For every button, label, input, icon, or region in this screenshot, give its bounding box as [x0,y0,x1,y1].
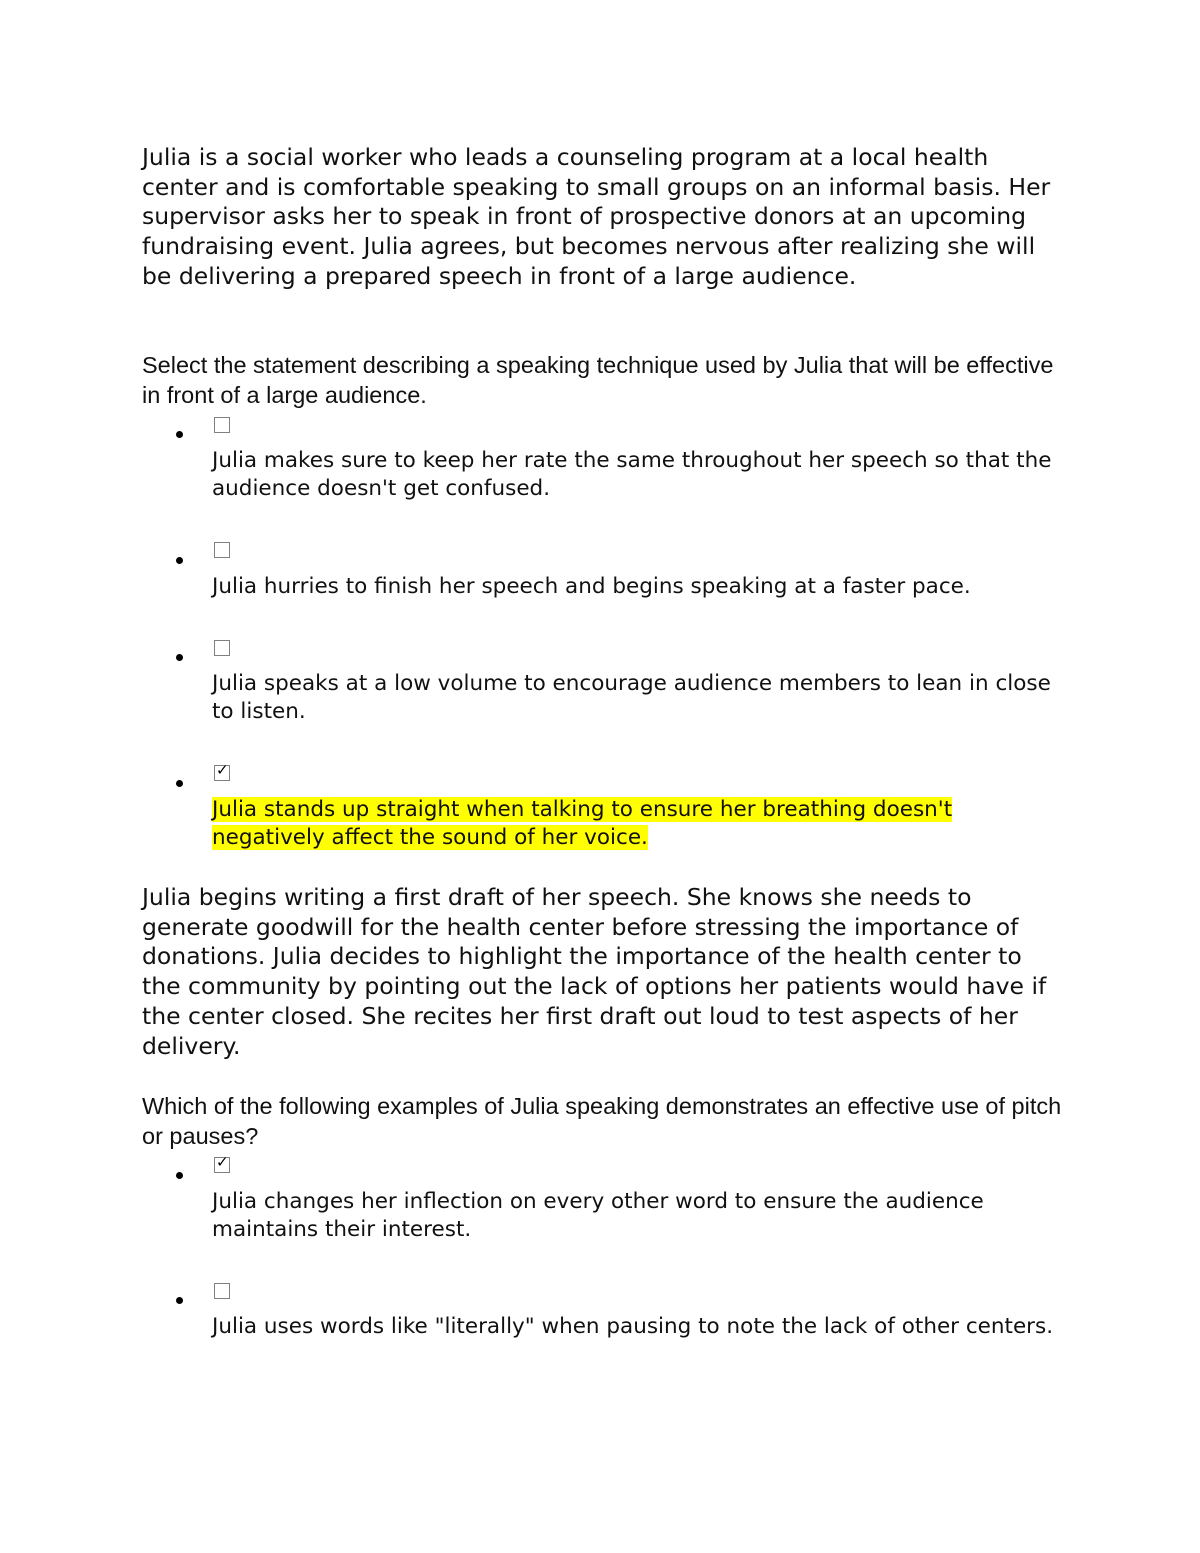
question-1-option-2[interactable] [0,541,1200,641]
checkbox-unchecked-icon[interactable] [214,640,230,656]
option-label: Julia hurries to finish her speech and begins speaking at a faster pace. [212,574,971,599]
bullet-icon [176,654,183,661]
option-label [212,796,1062,852]
checkmark-icon: ✓ [216,761,229,779]
question-1-option-1[interactable] [0,416,1200,516]
bullet-icon [176,431,183,438]
checkbox-unchecked-icon[interactable] [214,542,230,558]
bullet-icon [176,780,183,787]
checkbox-unchecked-icon[interactable] [214,1283,230,1299]
question-1-option-3[interactable] [0,639,1200,739]
question-1-option-4[interactable] [0,761,1200,864]
checkbox-unchecked-icon[interactable] [214,417,230,433]
option-label: Julia speaks at a low volume to encourage audience members to lean in close to listen. [212,671,1051,724]
scenario-paragraph-1: Julia is a social worker who leads a counseling program at a local health center and is comfortable speaking to small groups on an informal basis. Her supervisor asks her to speak in front of prospective donors at an upcoming fundraising event. Julia agrees, but becomes nervous after realizing she will be delivering a prepared speech in front of a large audience. [142,143,1051,290]
question-1-prompt: Select the statement describing a speaking technique used by Julia that will be effective in front of a large audience. [142,352,1054,408]
question-2-option-1[interactable] [0,1153,1200,1256]
option-label: Julia makes sure to keep her rate the same throughout her speech so that the audience doesn't get confused. [212,448,1052,501]
checkmark-icon: ✓ [216,1153,229,1171]
option-label: Julia changes her inflection on every other word to ensure the audience maintains their interest. [212,1189,984,1242]
highlighted-answer-text: Julia stands up straight when talking to ensure her breathing doesn't negatively affect the sound of her voice. [212,797,953,850]
checkbox-checked-icon[interactable] [214,1153,230,1173]
scenario-paragraph-2: Julia begins writing a first draft of her speech. She knows she needs to generate goodwill for the health center before stressing the importance of donations. Julia decides to highlight the importance of the health center to the community by pointing out the lack of options her patients would have if the center closed. She recites her first draft out loud to test aspects of her delivery. [142,883,1047,1060]
question-2-option-2[interactable] [0,1282,1200,1382]
question-2-prompt: Which of the following examples of Julia speaking demonstrates an effective use of pitch or pauses? [142,1093,1062,1149]
bullet-icon [176,1172,183,1179]
bullet-icon [176,1297,183,1304]
option-label: Julia uses words like "literally" when pausing to note the lack of other centers. [212,1314,1054,1339]
bullet-icon [176,557,183,564]
checkbox-checked-icon[interactable] [214,761,230,781]
